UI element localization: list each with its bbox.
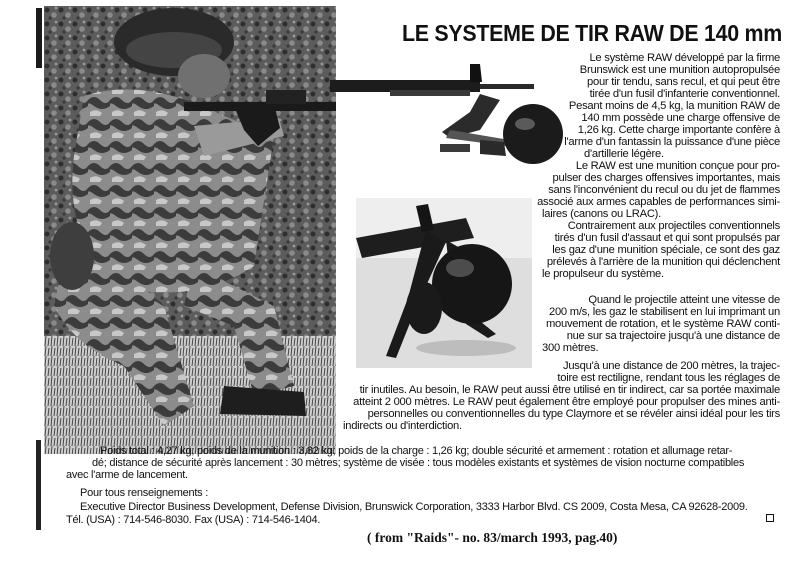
body-line: tirés d'un fusil d'assaut et qui sont propulsés par <box>554 232 780 244</box>
body-line: mouvement de rotation, et le système RAW conti- <box>545 318 780 330</box>
body-line: Brunswick est une munition autopropulsée <box>579 64 780 76</box>
body-line-wide: tir inutiles. Au besoin, le RAW peut aussi être utilisé en tir indirect, car sa portée maximale <box>359 384 780 396</box>
body-line: nue sur sa trajectoire jusqu'à une distance de <box>566 330 780 342</box>
scan-edge-mark-top <box>36 8 42 68</box>
body-line: Quand le projectile atteint une vitesse de <box>588 294 780 306</box>
body-line: sans l'inconvénient du recul ou du jet de flammes <box>548 184 780 196</box>
body-line: associé aux armes capables de performances simi- <box>537 196 780 208</box>
body-line: l'arme d'un fantassin la puissance d'une pièce <box>564 136 780 148</box>
raw-launcher-photo <box>356 198 532 368</box>
body-line-wide: atteint 2 000 mètres. Le RAW peut également être employé pour propulser des mines anti- <box>353 396 780 408</box>
body-line: Contrairement aux projectiles conventionnels <box>567 220 780 232</box>
body-line: Le RAW est une munition conçue pour pro- <box>575 160 780 172</box>
spec-line: Poids total : 4,27 kg; poids de la munition : 3,82 kg; poids de la charge : 1,26 kg; double sécurité et armement : rotation et allumage retar- <box>100 445 733 457</box>
body-line: laires (canons ou LRAC). <box>542 208 661 220</box>
body-line: tirée d'un fusil d'infanterie conventionnel. <box>589 88 780 100</box>
spec-line: dé; distance de sécurité après lancement : 30 mètres; système de visée : tous modèles existants et systèmes de vision nocturne compatibles <box>92 457 745 469</box>
body-line: 140 mm possède une charge offensive de <box>581 112 780 124</box>
body-line-wide: indirects ou d'interdiction. <box>343 420 462 432</box>
rifle-with-raw-round-illustration <box>330 60 570 172</box>
body-line: d'artillerie légère. <box>584 148 664 160</box>
body-line: toire est rectiligne, rendant tous les réglages de <box>557 372 780 384</box>
contact-address: Executive Director Business Development, Defense Division, Brunswick Corporation, 3333 Harbor Blvd. CS 2009, Costa Mesa, CA 92628-2009. <box>80 501 748 513</box>
body-line: Le système RAW développé par la firme <box>589 52 780 64</box>
body-line-wide: personnelles ou conventionnelles du type Claymore et se révéler ainsi idéal pour les tirs <box>367 408 780 420</box>
body-line: le propulseur du système. <box>542 268 664 280</box>
body-line: 300 mètres. <box>542 342 599 354</box>
soldier-photo <box>44 6 336 454</box>
source-caption: ( from "Raids"- no. 83/march 1993, pag.40) <box>367 530 618 545</box>
contact-heading: Pour tous renseignements : <box>80 487 209 499</box>
scan-edge-mark-bottom <box>36 440 41 530</box>
body-line: Jusqu'à une distance de 200 mètres, la trajec- <box>562 360 780 372</box>
body-line: prélevés à l'arrière de la munition qui déclenchent <box>546 256 780 268</box>
body-line: les gaz d'une munition spéciale, ce sont des gaz <box>552 244 780 256</box>
article-title: LE SYSTEME DE TIR RAW DE 140 mm <box>401 20 782 46</box>
body-line: pour tir tendu, sans recul, et qui peut être <box>587 76 780 88</box>
body-line: pulser des charges offensives importantes, mais <box>552 172 780 184</box>
contact-phone-fax: Tél. (USA) : 714-546-8030. Fax (USA) : 714-546-1404. <box>66 514 321 526</box>
soldier-illustration <box>44 6 336 454</box>
body-line: 1,26 kg. Cette charge importante confère à <box>577 124 780 136</box>
body-line: 200 m/s, les gaz le stabilisent en lui imprimant un <box>548 306 780 318</box>
spec-line: avec l'arme de lancement. <box>66 469 188 481</box>
body-line: Pesant moins de 4,5 kg, la munition RAW de <box>568 100 780 112</box>
end-mark-square-icon <box>766 514 774 522</box>
